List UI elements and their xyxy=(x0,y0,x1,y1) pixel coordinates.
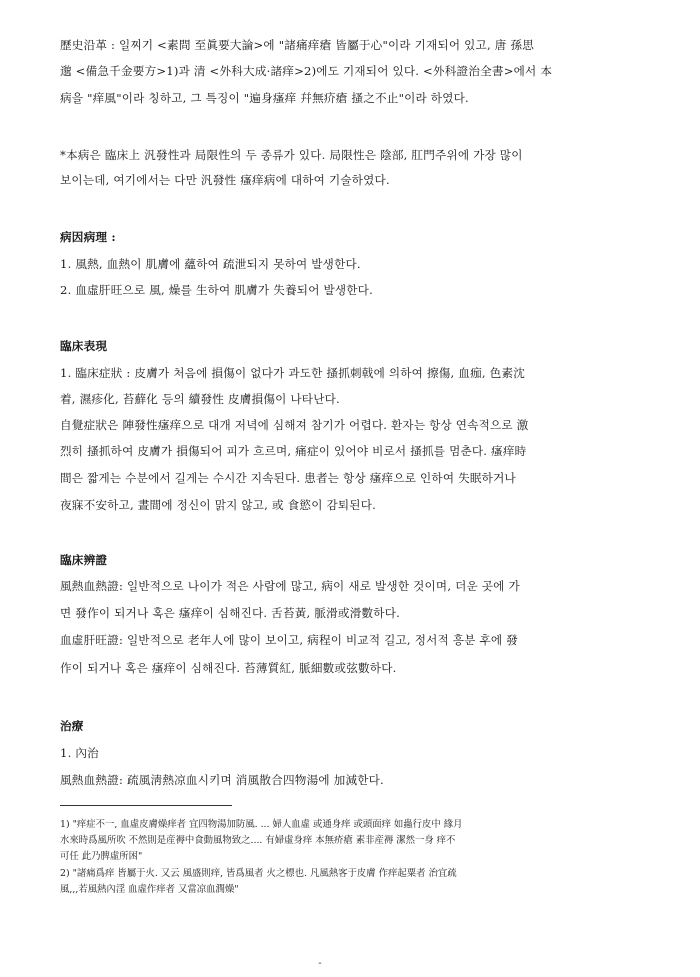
treatment-line-1: 風熱血熱證: 疏風淸熱凉血시키며 消風散合四物湯에 加減한다. xyxy=(60,773,384,787)
clinical-line-3: 自覺症狀은 陣發性瘙痒으로 대개 저녁에 심해져 참기가 어렵다. 환자는 항상 연속적으로 激 xyxy=(60,418,529,432)
clinical-line-5: 間은 짧게는 수분에서 길게는 수시간 지속된다. 患者는 항상 瘙痒으로 인하여 失眠하거나 xyxy=(60,471,516,485)
differentiation-line-1: 風熱血熱證: 일반적으로 나이가 적은 사람에 많고, 病이 새로 발생한 것이며, 더운 곳에 가 xyxy=(60,579,520,593)
footnote-2-line-1: 2) "諸痛爲痒 皆屬于火. 又云 風盛則痒, 皆爲風者 火之標也. 凡風熱客于皮膚 作痒起粟者 治宜疏 xyxy=(60,868,457,879)
footnote-1-line-3: 可任 此乃脾虛所困" xyxy=(60,851,143,862)
treatment-heading: 治療 xyxy=(60,719,84,733)
etiology-heading: 病因病理 : xyxy=(60,230,116,244)
footnote-divider xyxy=(60,805,232,806)
differentiation-line-2: 면 發作이 되거나 혹은 瘙痒이 심해진다. 舌苔黃, 脈滑或滑數하다. xyxy=(60,606,400,620)
clinical-line-2: 着, 濕疹化, 苔蘚化 등의 續發性 皮膚損傷이 나타난다. xyxy=(60,392,340,406)
differentiation-heading: 臨床辨證 xyxy=(60,553,108,567)
note-line-1: *本病은 臨床上 汎發性과 局限性의 두 종류가 있다. 局限性은 陰部, 肛門주위에 가장 많이 xyxy=(60,148,523,162)
clinical-line-6: 夜寐不安하고, 晝間에 정신이 맑지 않고, 或 食慾이 감퇴된다. xyxy=(60,498,376,512)
clinical-heading: 臨床表現 xyxy=(60,339,108,353)
footnote-2-line-2: 風,,,若風熱內淫 血虛作痒者 又當凉血潤燥" xyxy=(60,884,239,895)
page-number-mark: - xyxy=(318,958,322,969)
footnote-1-line-1: 1) "痒症不一, 血虛皮膚燥痒者 宜四物湯加防風. ... 婦人血虛 或通身痒 或頭面痒 如蟲行皮中 緣月 xyxy=(60,819,463,830)
etiology-item-1: 1. 風熱, 血熱이 肌膚에 蘊하여 疏泄되지 못하여 발생한다. xyxy=(60,257,361,271)
differentiation-line-4: 作이 되거나 혹은 瘙痒이 심해진다. 苔薄質紅, 脈細數或弦數하다. xyxy=(60,661,397,675)
history-line-3: 病을 "痒風"이라 칭하고, 그 특징이 "遍身瘙痒 幷無疥瘡 搔之不止"이라 하였다. xyxy=(60,91,469,105)
footnote-1-line-2: 水來時爲風所吹 不然則是産褥中食動風物致之.... 有婦虛身痒 本無疥瘡 素非産褥 潔然一身 痒不 xyxy=(60,835,456,846)
clinical-line-4: 烈히 搔抓하여 皮膚가 損傷되어 피가 흐르며, 痛症이 있어야 비로서 搔抓를 멈춘다. 瘙痒時 xyxy=(60,444,527,458)
clinical-line-1: 1. 臨床症狀 : 皮膚가 처음에 損傷이 없다가 과도한 搔抓刺戟에 의하여 擦傷, 血痂, 色素沈 xyxy=(60,366,526,380)
treatment-subheading: 1. 內治 xyxy=(60,746,99,760)
history-line-2: 邈 <備急千金要方>1)과 清 <外科大成·諸痒>2)에도 기재되어 있다. <外科證治全書>에서 本 xyxy=(60,64,553,78)
note-line-2: 보이는데, 여기에서는 다만 汎發性 瘙痒病에 대하여 기술하였다. xyxy=(60,173,390,187)
differentiation-line-3: 血虛肝旺證: 일반적으로 老年人에 많이 보이고, 病程이 비교적 길고, 정서적 흥분 후에 發 xyxy=(60,633,518,647)
history-line-1: 歷史沿革 : 일찌기 <素問 至眞要大論>에 "諸痛痒瘡 皆屬于心"이라 기재되어 있고, 唐 孫思 xyxy=(60,38,534,52)
etiology-item-2: 2. 血虛肝旺으로 風, 燥를 生하여 肌膚가 失養되어 발생한다. xyxy=(60,283,373,297)
